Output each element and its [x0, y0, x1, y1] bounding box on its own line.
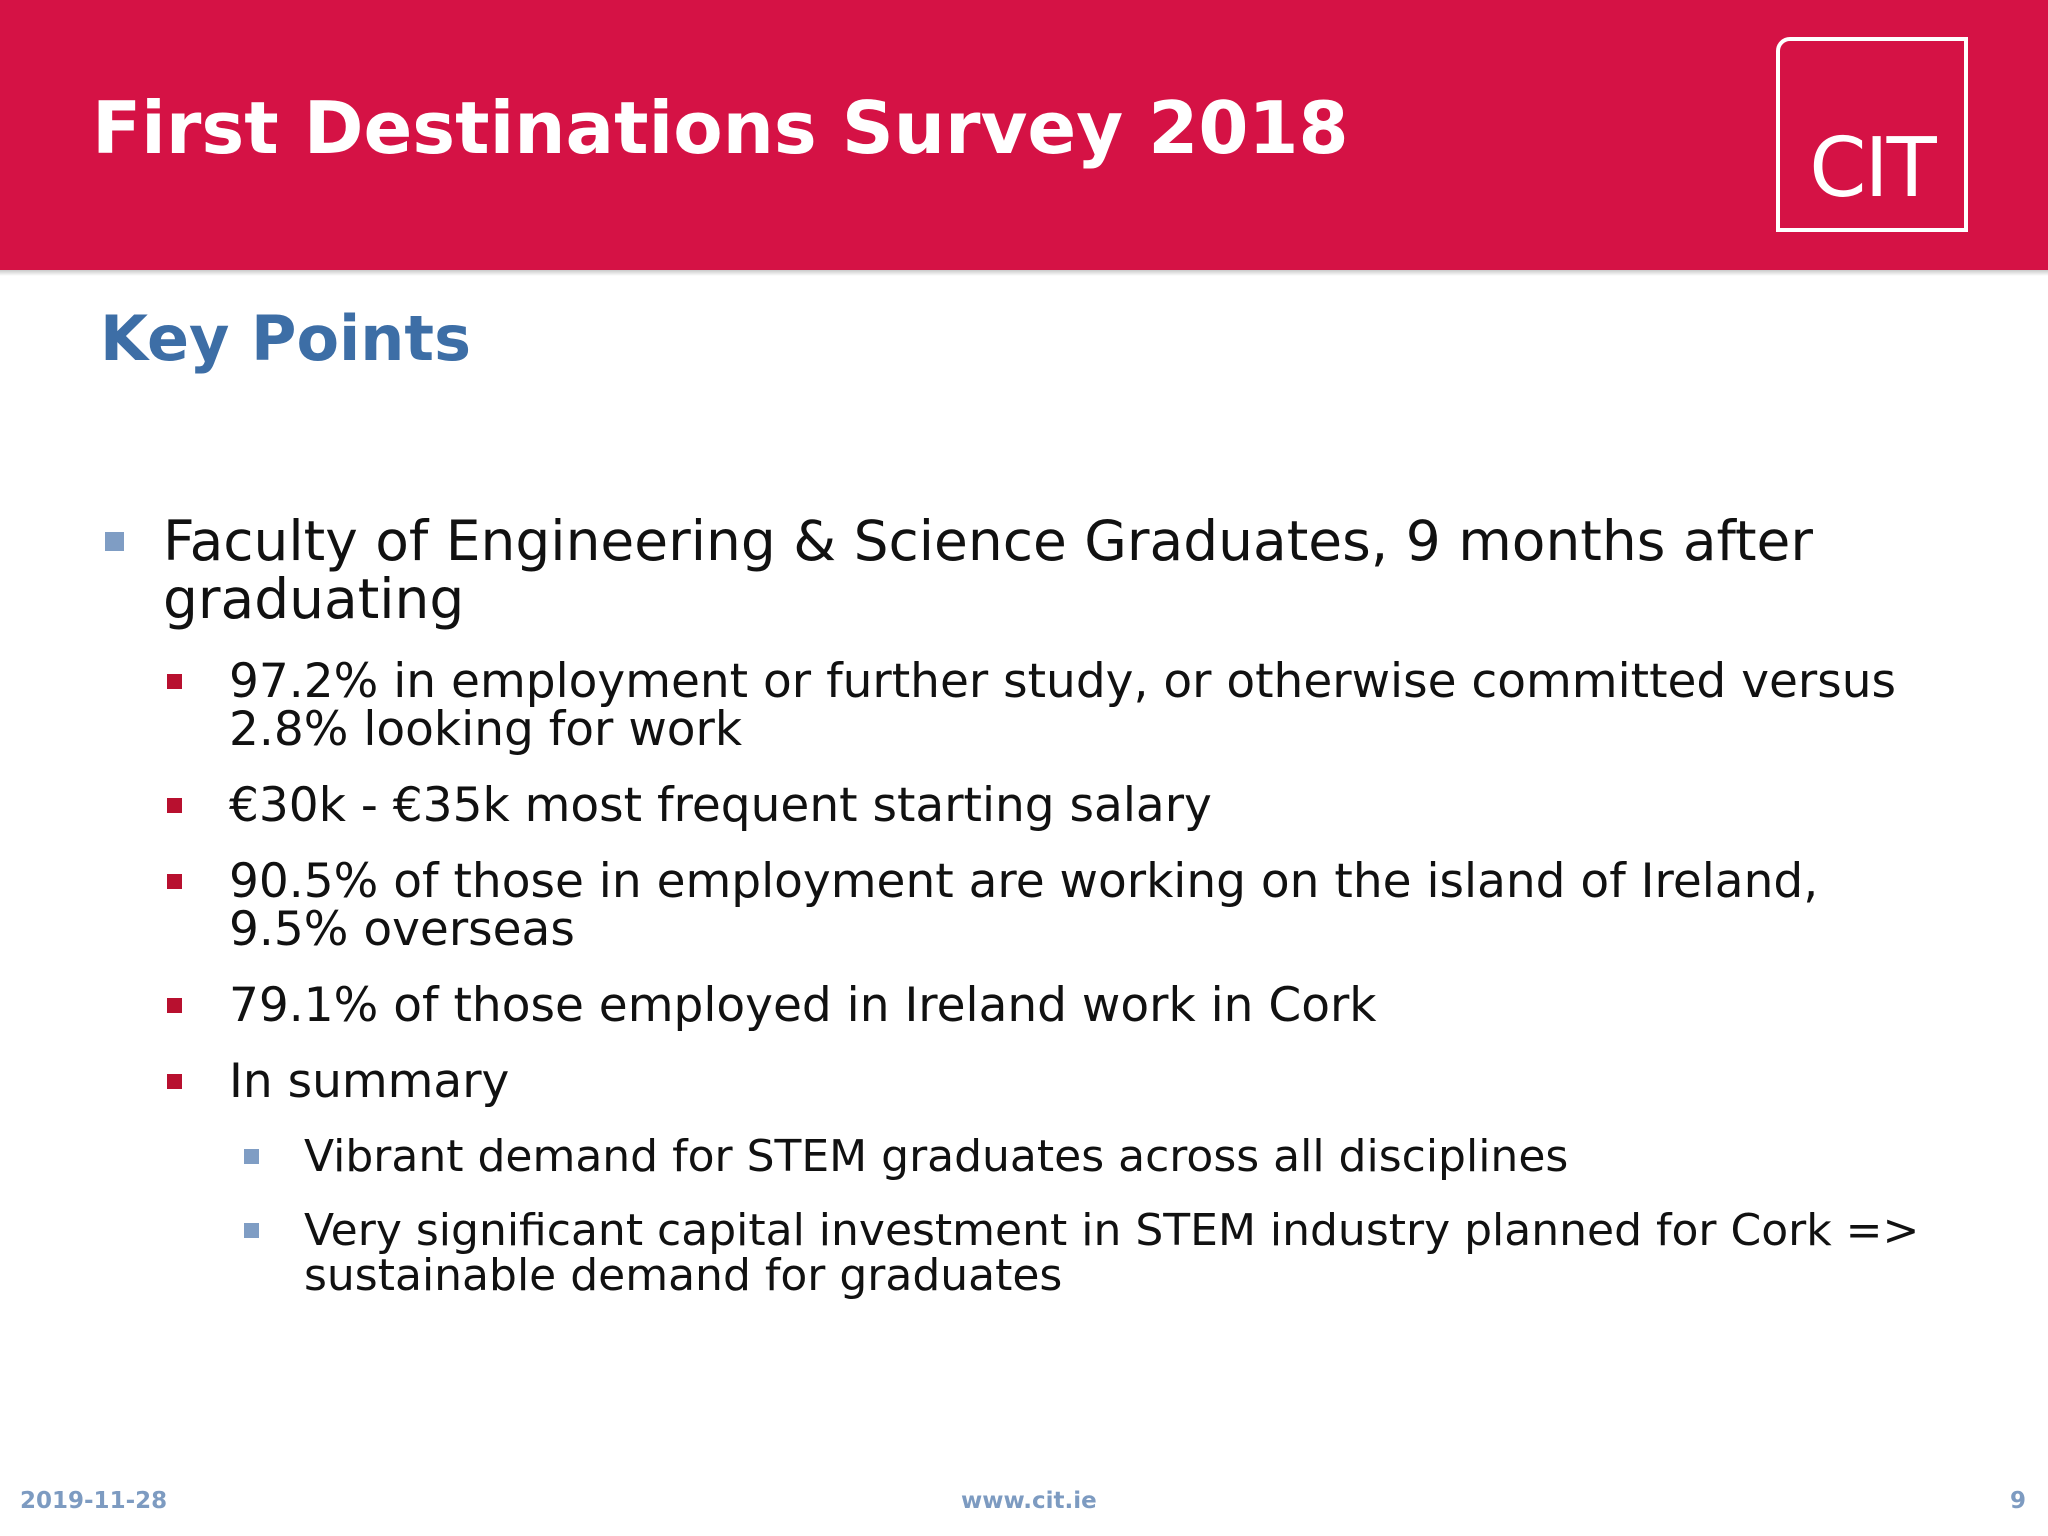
list-item: [229, 778, 1929, 833]
slide-title: First Destinations Survey 2018: [92, 86, 1349, 170]
header-divider: [0, 270, 2048, 276]
list-item: [163, 509, 1943, 631]
square-bullet-icon: [167, 798, 182, 813]
list-item-text: 79.1% of those employed in Ireland work in Cork: [229, 978, 1377, 1033]
list-item-text: Faculty of Engineering & Science Graduates, 9 months after graduating: [163, 509, 1813, 631]
list-item-text: 97.2% in employment or further study, or otherwise committed versus 2.8% looking for work: [229, 654, 1897, 757]
square-bullet-icon: [167, 874, 182, 889]
footer-date: 2019-11-28: [20, 1488, 168, 1514]
list-item-text: Vibrant demand for STEM graduates across all disciplines: [304, 1131, 1569, 1182]
square-bullet-icon: [167, 674, 182, 689]
list-item: [229, 1054, 1929, 1109]
cit-logo: [1776, 37, 1968, 232]
square-bullet-icon: [244, 1223, 259, 1238]
list-item: [229, 978, 1929, 1033]
square-bullet-icon: [167, 998, 182, 1013]
list-item: [229, 854, 1929, 957]
square-bullet-icon: [105, 532, 124, 551]
footer-page-number: 9: [2009, 1488, 2026, 1514]
list-item-text: €30k - €35k most frequent starting salary: [229, 778, 1212, 833]
section-heading: Key Points: [100, 302, 471, 375]
list-item: [304, 1131, 1924, 1182]
list-item: [304, 1205, 1924, 1301]
list-item: [229, 654, 1929, 757]
list-item-text: In summary: [229, 1054, 510, 1109]
list-item-text: Very significant capital investment in STEM industry planned for Cork => sustainable demand for graduates: [304, 1205, 1920, 1301]
square-bullet-icon: [167, 1074, 182, 1089]
cit-logo-text: CIT: [1809, 121, 1935, 216]
square-bullet-icon: [244, 1149, 259, 1164]
footer-website[interactable]: www.cit.ie: [961, 1488, 1097, 1514]
list-item-text: 90.5% of those in employment are working on the island of Ireland, 9.5% overseas: [229, 854, 1819, 957]
